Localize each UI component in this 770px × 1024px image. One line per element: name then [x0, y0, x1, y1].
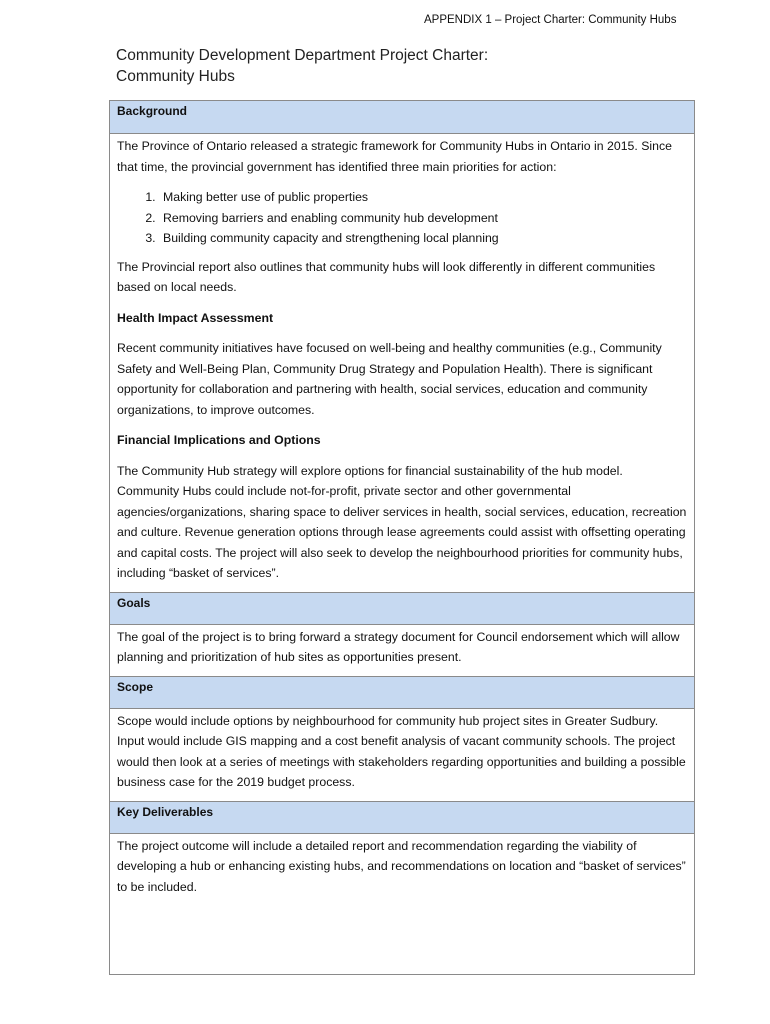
deliverables-section: [110, 834, 694, 974]
priority-item: 2. Removing barriers and enabling community hub development: [159, 208, 687, 229]
health-impact-heading: Health Impact Assessment: [117, 310, 274, 325]
health-impact-text: Recent community initiatives have focused on well-being and healthy communities (e.g., Community Safety and Well-Being Plan, Community Drug Strategy and Population Health). There is significant opportunity for collaboration and partnering with health, social services, education and community organizations, to improve outcomes.: [117, 341, 662, 417]
background-section: [110, 134, 694, 592]
charter-table: [109, 100, 695, 975]
goals-section: [110, 625, 694, 676]
priorities-list: [117, 187, 687, 249]
priority-item: 3. Building community capacity and strengthening local planning: [159, 228, 687, 249]
appendix-header: APPENDIX 1 – Project Charter: Community Hubs: [424, 14, 677, 26]
background-heading: Background: [110, 101, 694, 134]
background-intro: The Province of Ontario released a strategic framework for Community Hubs in Ontario in 2015. Since that time, the provincial government has identified three main priorities for action:: [117, 139, 672, 174]
priority-item: 1. Making better use of public properties: [159, 187, 687, 208]
scope-section: [110, 709, 694, 801]
title-line-1: Community Development Department Project Charter:: [116, 47, 489, 64]
deliverables-text: The project outcome will include a detailed report and recommendation regarding the viability of developing a hub or enhancing existing hubs, and recommendations on location and “basket of services” to be included.: [117, 838, 686, 894]
page-title: [116, 45, 488, 87]
financial-text: The Community Hub strategy will explore options for financial sustainability of the hub model. Community Hubs could include not-for-profit, private sector and other governmental agencies/organizations, sharing space to deliver services in health, social services, education, recreation and culture. Revenue generation options through lease agreements could assist with offsetting operating and capital costs. The project will also seek to develop the neighbourhood priorities for community hubs, including “basket of services”.: [117, 463, 687, 580]
scope-heading: Scope: [110, 676, 694, 709]
financial-heading: Financial Implications and Options: [117, 433, 321, 447]
goals-heading: Goals: [110, 592, 694, 625]
background-report: The Provincial report also outlines that community hubs will look differently in different communities based on local needs.: [117, 259, 656, 294]
deliverables-heading: Key Deliverables: [110, 801, 694, 834]
title-line-2: Community Hubs: [116, 68, 235, 85]
scope-text: Scope would include options by neighbourhood for community hub project sites in Greater Sudbury. Input would include GIS mapping and a cost benefit analysis of vacant community schools. The project would then look at a series of meetings with stakeholders regarding opportunities and building a possible business case for the 2019 budget process.: [117, 713, 686, 789]
goals-text: The goal of the project is to bring forward a strategy document for Council endorsement which will allow planning and prioritization of hub sites as opportunities present.: [117, 629, 680, 664]
